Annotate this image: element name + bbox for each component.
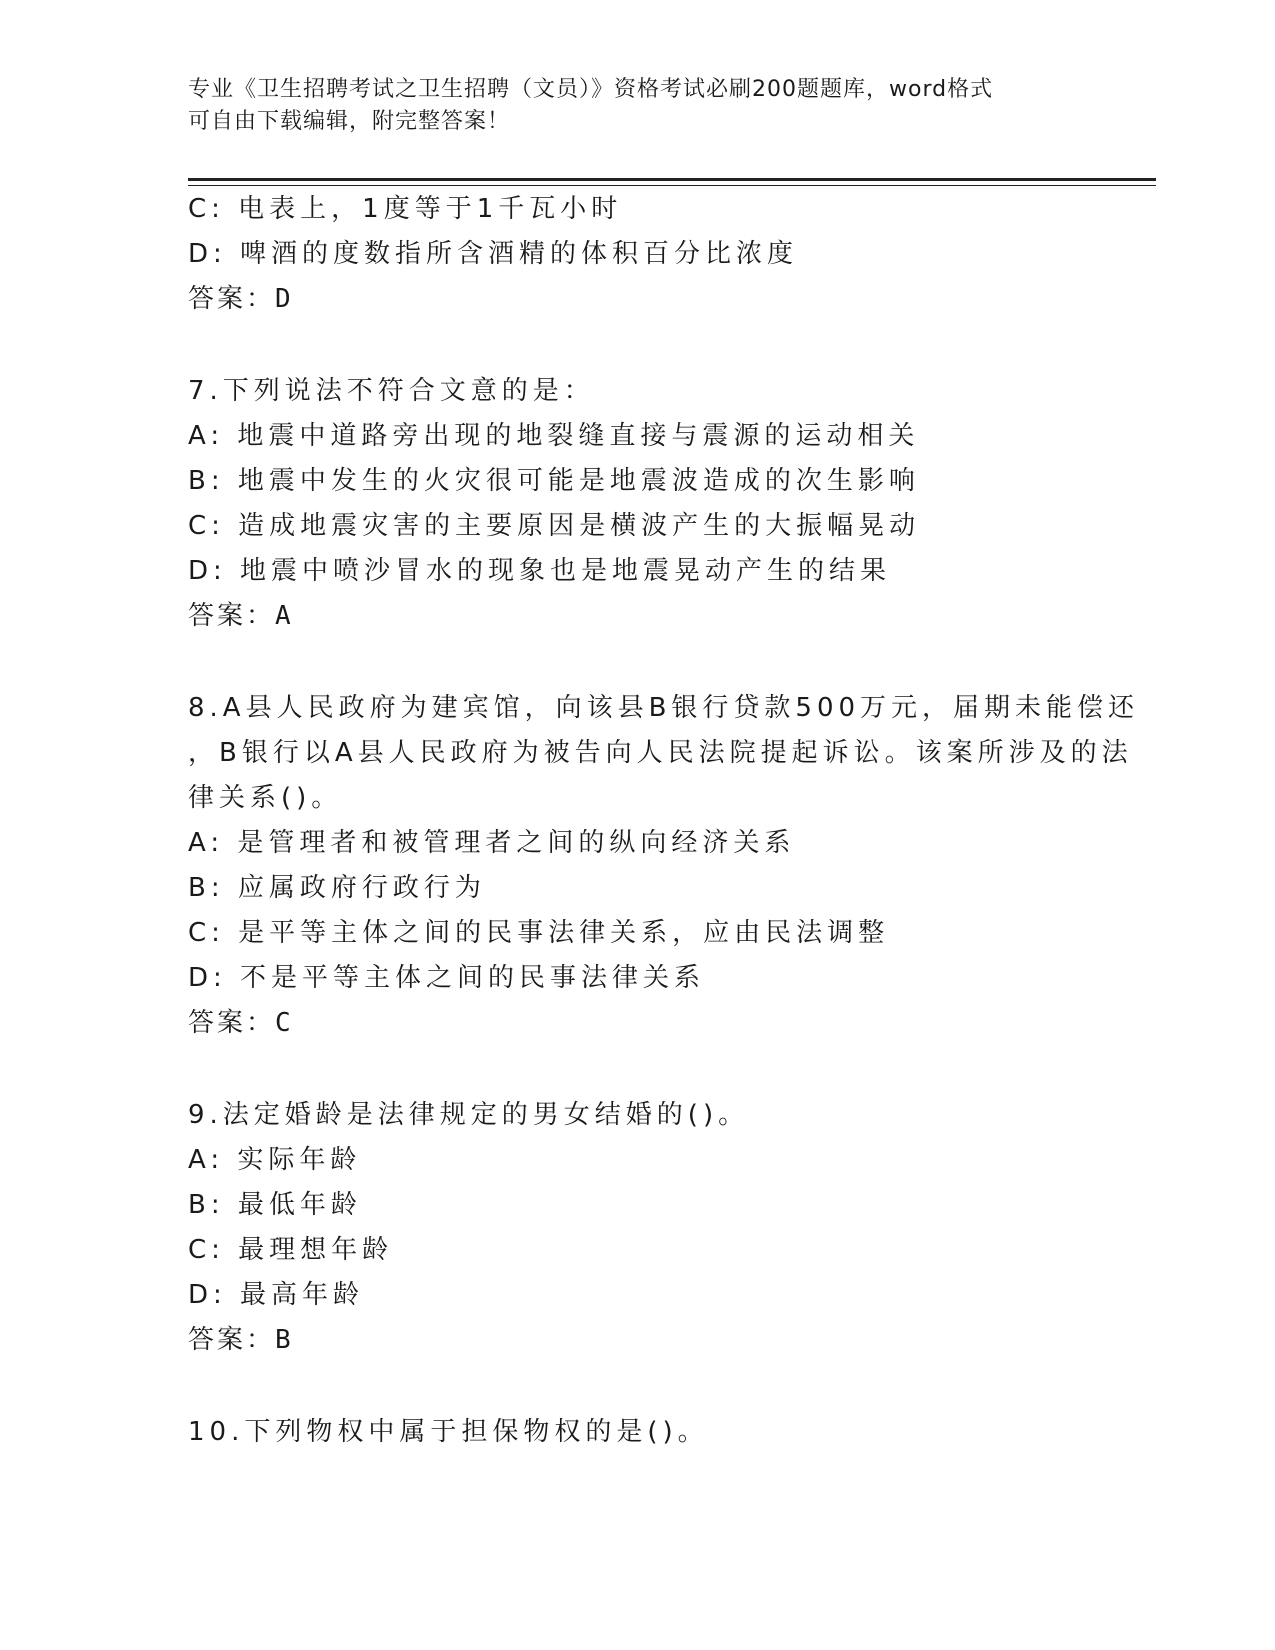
question-9 xyxy=(188,1093,1088,1363)
option-a: A: 是管理者和被管理者之间的纵向经济关系 xyxy=(188,828,796,858)
answer-label: 答案： xyxy=(188,601,276,631)
answer-value: C xyxy=(275,1008,292,1038)
option-a: A: 地震中道路旁出现的地裂缝直接与震源的运动相关 xyxy=(188,421,920,451)
answer xyxy=(188,594,1088,639)
question-stem: 7.下列说法不符合文意的是： xyxy=(188,376,595,406)
answer-label: 答案： xyxy=(188,1325,276,1355)
option-b: B: 应属政府行政行为 xyxy=(188,873,486,903)
question-stem: 10.下列物权中属于担保物权的是()。 xyxy=(188,1417,709,1447)
question-list xyxy=(188,187,1140,1455)
option-d: D: 啤酒的度数指所含酒精的体积百分比浓度 xyxy=(188,239,799,269)
answer-value: A xyxy=(275,601,292,631)
option-b: B: 最低年龄 xyxy=(188,1190,362,1220)
question-10 xyxy=(188,1410,1088,1455)
header-line-2: 可自由下载编辑，附完整答案！ xyxy=(188,109,511,134)
question-stem: 9.法定婚龄是法律规定的男女结婚的()。 xyxy=(188,1100,750,1130)
header-divider-thick xyxy=(188,178,1156,181)
answer xyxy=(188,1318,1088,1363)
question-stem-line-2: ，B银行以A县人民政府为被告向人民法院提起诉讼。该案所涉及的法 xyxy=(188,738,1133,768)
header-line-1: 专业《卫生招聘考试之卫生招聘（文员）》资格考试必刷200题题库，word格式 xyxy=(188,77,994,102)
option-c: C: 是平等主体之间的民事法律关系，应由民法调整 xyxy=(188,918,890,948)
option-a: A: 实际年龄 xyxy=(188,1145,362,1175)
answer-label: 答案： xyxy=(188,284,276,314)
spacer xyxy=(188,322,1088,369)
answer-value: B xyxy=(275,1325,292,1355)
answer xyxy=(188,1001,1088,1046)
option-d: D: 最高年龄 xyxy=(188,1280,365,1310)
option-b: B: 地震中发生的火灾很可能是地震波造成的次生影响 xyxy=(188,466,920,496)
option-c: C: 电表上，1度等于1千瓦小时 xyxy=(188,194,623,224)
header-divider-thin xyxy=(188,185,1156,186)
question-6-tail xyxy=(188,187,1088,322)
question-7 xyxy=(188,369,1088,639)
option-c: C: 最理想年龄 xyxy=(188,1235,394,1265)
spacer xyxy=(188,1046,1088,1093)
document-header xyxy=(188,74,1088,138)
question-8 xyxy=(188,686,1140,1046)
answer-value: D xyxy=(275,284,292,314)
option-c: C: 造成地震灾害的主要原因是横波产生的大振幅晃动 xyxy=(188,511,921,541)
spacer xyxy=(188,1363,1088,1410)
answer-label: 答案： xyxy=(188,1008,276,1038)
answer xyxy=(188,277,1088,322)
question-stem-line-1: 8.A县人民政府为建宾馆，向该县B银行贷款500万元，届期未能偿还 xyxy=(188,693,1140,723)
spacer xyxy=(188,639,1088,686)
question-stem-line-3: 律关系()。 xyxy=(188,783,343,813)
option-d: D: 地震中喷沙冒水的现象也是地震晃动产生的结果 xyxy=(188,556,892,586)
option-d: D: 不是平等主体之间的民事法律关系 xyxy=(188,963,706,993)
